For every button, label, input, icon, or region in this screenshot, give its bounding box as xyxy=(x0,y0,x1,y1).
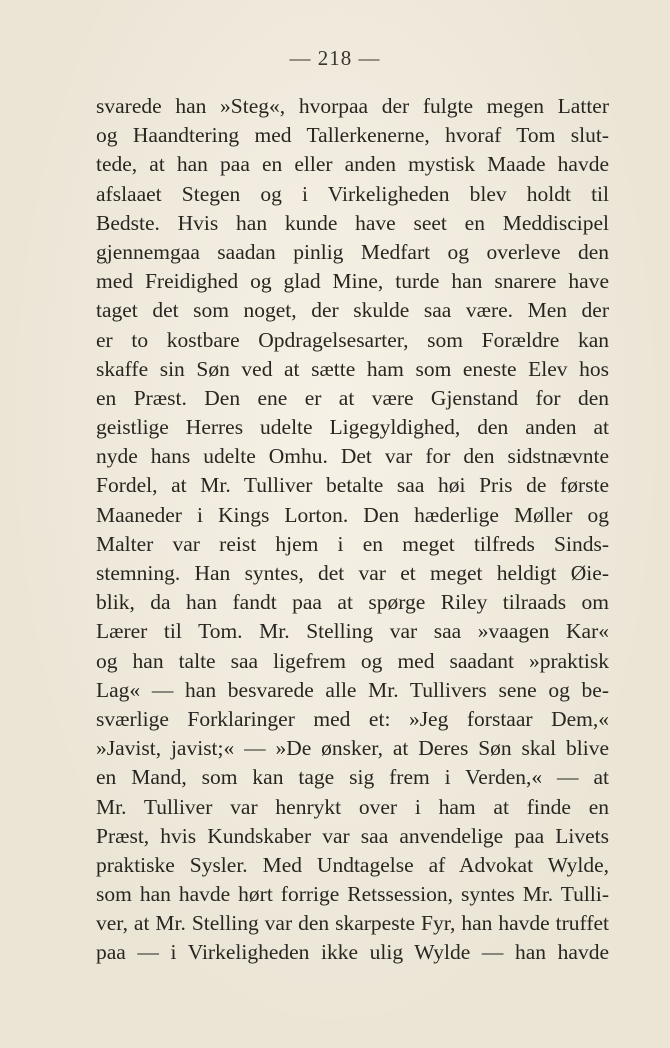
text-line: Maaneder i Kings Lorton. Den hæderlige Møller og xyxy=(96,502,609,527)
text-line: afslaaet Stegen og i Virkeligheden blev holdt til xyxy=(96,181,609,206)
text-line: nyde hans udelte Omhu. Det var for den sidstnævnte xyxy=(96,444,609,469)
text-line: Malter var reist hjem i en meget tilfreds Sinds- xyxy=(96,531,609,556)
text-line: og han talte saa ligefrem og med saadant »praktisk xyxy=(96,648,609,673)
text-line: Lag« — han besvarede alle Mr. Tullivers sene og be- xyxy=(96,677,609,702)
text-line: tede, at han paa en eller anden mystisk Maade havde xyxy=(96,152,609,177)
text-line: med Freidighed og glad Mine, turde han snarere have xyxy=(96,269,609,294)
text-line: en Præst. Den ene er at være Gjenstand for den xyxy=(96,385,609,410)
text-line: og Haandtering med Tallerkenerne, hvoraf Tom slut- xyxy=(96,123,609,148)
text-line: stemning. Han syntes, det var et meget heldigt Øie- xyxy=(96,561,609,585)
text-line: som han havde hørt forrige Retssession, syntes Mr. Tulli- xyxy=(96,882,609,907)
page-number: — 218 — xyxy=(289,46,381,70)
text-line: geistlige Herres udelte Ligegyldighed, den anden at xyxy=(96,415,609,440)
text-line: gjennemgaa saadan pinlig Medfart og overleve den xyxy=(96,239,609,264)
text-line: er to kostbare Opdragelsesarter, som Forældre kan xyxy=(96,327,609,352)
text-line: ver, at Mr. Stelling var den skarpeste Fyr, han havde truffet xyxy=(96,911,609,936)
text-line: svarede han »Steg«, hvorpaa der fulgte megen Latter xyxy=(96,94,609,118)
text-line: paa — i Virkeligheden ikke ulig Wylde — han havde xyxy=(96,940,609,965)
text-line: blik, da han fandt paa at spørge Riley tilraads om xyxy=(96,590,609,615)
body-text xyxy=(96,92,609,968)
text-line: sværlige Forklaringer med et: »Jeg forstaar Dem,« xyxy=(96,706,609,731)
text-line: skaffe sin Søn ved at sætte ham som eneste Elev hos xyxy=(96,356,609,381)
text-line: Præst, hvis Kundskaber var saa anvendelige paa Livets xyxy=(96,823,609,848)
text-line: Mr. Tulliver var henrykt over i ham at finde en xyxy=(96,794,609,819)
text-line: en Mand, som kan tage sig frem i Verden,« — at xyxy=(96,765,609,790)
text-line: taget det som noget, der skulde saa være. Men der xyxy=(96,298,609,323)
text-line: Bedste. Hvis han kunde have seet en Meddiscipel xyxy=(96,210,609,235)
text-line: Fordel, at Mr. Tulliver betalte saa høi Pris de første xyxy=(96,473,609,498)
text-line: praktiske Sysler. Med Undtagelse af Advokat Wylde, xyxy=(96,852,609,877)
text-line: Lærer til Tom. Mr. Stelling var saa »vaagen Kar« xyxy=(96,619,609,644)
text-line: »Javist, javist;« — »De ønsker, at Deres Søn skal blive xyxy=(96,736,609,761)
